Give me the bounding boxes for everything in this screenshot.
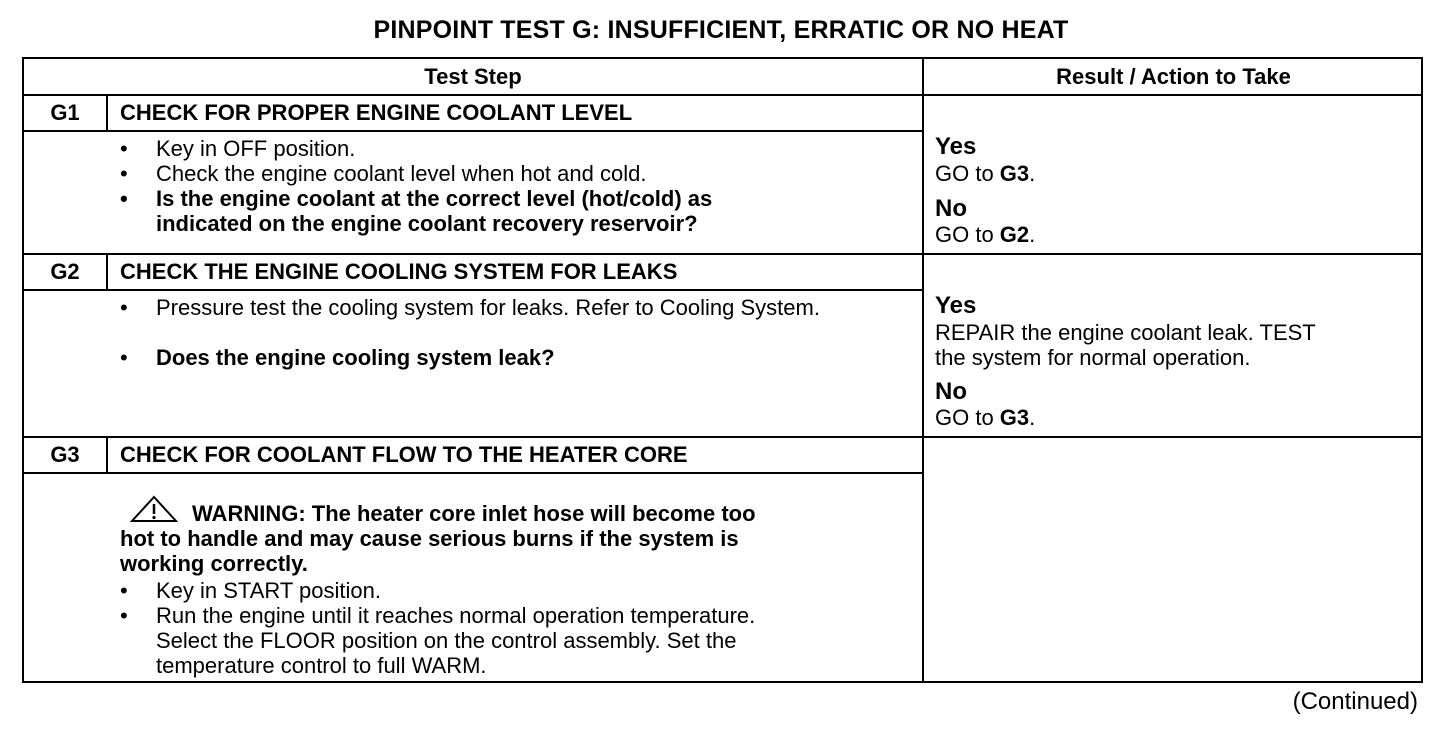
result-yes-action: REPAIR the engine coolant leak. TEST the system for normal operation. [935, 320, 1316, 370]
step-title-g2: CHECK THE ENGINE COOLING SYSTEM FOR LEAKS [120, 259, 678, 284]
result-yes-label: Yes [935, 292, 977, 319]
step-id-divider [106, 438, 108, 472]
pinpoint-test-table: Test Step Result / Action to Take G1 CHECK FOR PROPER ENGINE COOLANT LEVEL • Key in OFF position. • Check the engine coolant level when hot and cold. • Is the engine coolant at the correct level (hot/cold) as indicated on the engine coolant recovery reservoir? Yes GO to G3. No GO to G2. G2 CHECK THE ENGINE COOLING SYSTEM FOR LEAKS • Pressure test the cooling system for leaks. Refer to Cooling System. • Does the engine cooling system leak? Yes REPAIR the engine coolant leak. TEST the system for normal operation. No GO to G3. G3 CHECK FOR COOLANT FLOW TO THE HEATER CORE WARNING: The heater core inlet hose will become too hot to handle and may cause serious burns if the system is working correctly. • Key in START position. • Run the engine until it reaches normal operation temperature. Select the FLOOR position on the control assembly. Set the temperature control to full WARM. [22, 57, 1423, 683]
page-title: PINPOINT TEST G: INSUFFICIENT, ERRATIC OR NO HEAT [373, 16, 1069, 44]
result-no-action: GO to G3. [935, 405, 1036, 430]
header-test-step: Test Step [424, 64, 522, 89]
step-title-g3: CHECK FOR COOLANT FLOW TO THE HEATER CORE [120, 442, 688, 467]
step-divider [24, 253, 1421, 255]
bullet-icon: • [120, 578, 128, 603]
result-no-label: No [935, 195, 967, 222]
result-yes-action: GO to G3. [935, 161, 1036, 186]
step-id-g2: G2 [50, 259, 80, 284]
bullet-icon: • [120, 186, 128, 211]
continued-note: (Continued) [1292, 688, 1418, 715]
step-title-g1: CHECK FOR PROPER ENGINE COOLANT LEVEL [120, 100, 633, 125]
column-divider [922, 59, 924, 681]
step-divider [24, 436, 1421, 438]
result-no-action: GO to G2. [935, 222, 1036, 247]
bullet-icon: • [120, 603, 128, 628]
result-no-label: No [935, 378, 967, 405]
step-title-divider [24, 289, 922, 291]
bullet-icon: • [120, 161, 128, 186]
step-id-g3: G3 [50, 442, 80, 467]
result-yes-label: Yes [935, 133, 977, 160]
step-id-divider [106, 255, 108, 289]
header-result-action: Result / Action to Take [1056, 64, 1291, 89]
bullet-icon: • [120, 136, 128, 161]
step-title-divider [24, 130, 922, 132]
header-divider [24, 94, 1421, 96]
step-id-divider [106, 96, 108, 130]
warning-icon [130, 495, 178, 523]
step-id-g1: G1 [50, 100, 80, 125]
warning-text: WARNING: The heater core inlet hose will become too hot to handle and may cause serious burns if the system is working correctly. [120, 495, 756, 576]
bullet-icon: • [120, 345, 128, 370]
step-title-divider [24, 472, 922, 474]
bullet-icon: • [120, 295, 128, 320]
